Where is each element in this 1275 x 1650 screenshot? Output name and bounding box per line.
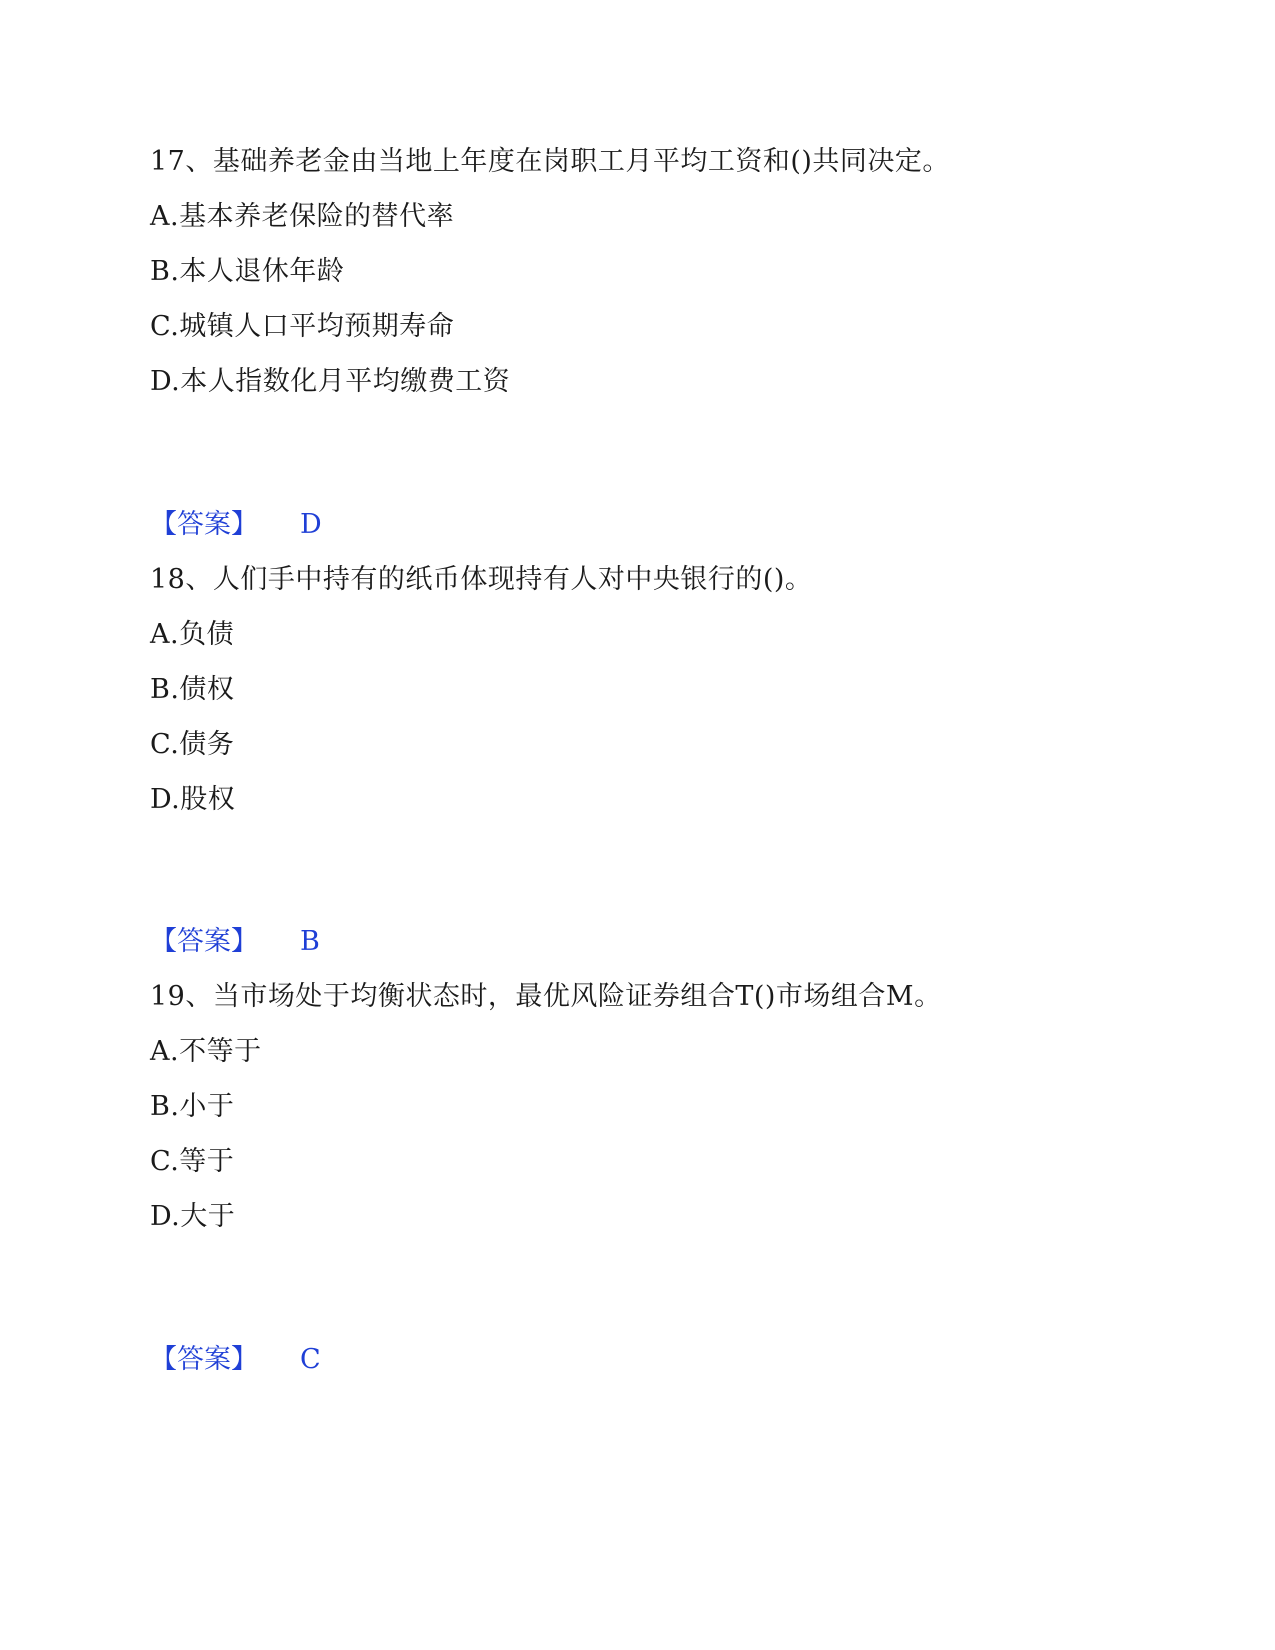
question-18-stem: 18、人们手中持有的纸币体现持有人对中央银行的()。 (150, 564, 813, 595)
question-19-option-c: C.等于 (150, 1146, 235, 1177)
question-19-option-a: A.不等于 (150, 1036, 262, 1067)
answer-label: 【答案】 (150, 509, 258, 540)
answer-value: D (300, 509, 322, 540)
question-19-option-b: B.小于 (150, 1091, 235, 1122)
question-17-answer (150, 508, 322, 542)
answer-label: 【答案】 (150, 1344, 258, 1375)
answer-value: B (300, 926, 320, 957)
question-18-option-a: A.负债 (150, 619, 235, 650)
question-18-answer (150, 925, 320, 959)
answer-value: C (300, 1344, 321, 1375)
question-19-option-d: D.大于 (150, 1201, 236, 1232)
question-17-option-a: A.基本养老保险的替代率 (150, 201, 455, 232)
question-17-option-d: D.本人指数化月平均缴费工资 (150, 366, 511, 397)
question-19-stem: 19、当市场处于均衡状态时，最优风险证券组合T()市场组合M。 (150, 981, 942, 1012)
question-17-option-c: C.城镇人口平均预期寿命 (150, 311, 455, 342)
answer-label: 【答案】 (150, 926, 258, 957)
question-19-answer (150, 1343, 321, 1377)
question-18-option-c: C.债务 (150, 729, 235, 760)
question-17-stem: 17、基础养老金由当地上年度在岗职工月平均工资和()共同决定。 (150, 146, 950, 177)
question-17-option-b: B.本人退休年龄 (150, 256, 345, 287)
question-18-option-d: D.股权 (150, 784, 236, 815)
question-18-option-b: B.债权 (150, 674, 235, 705)
